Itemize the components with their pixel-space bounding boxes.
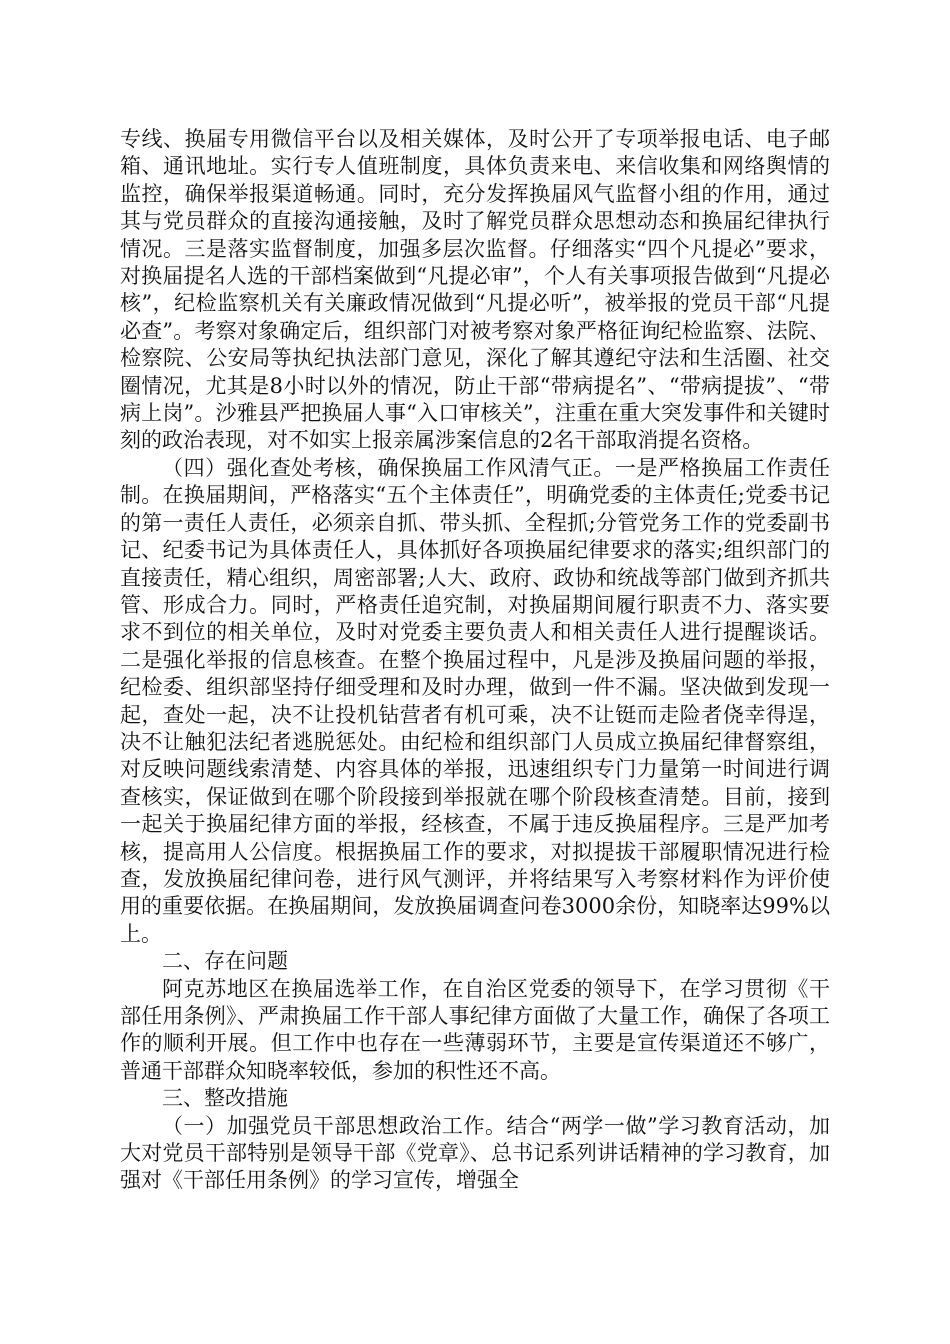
heading-existing-problems: 二、存在问题	[162, 949, 288, 974]
paragraph-section-four: （四）强化查处考核，确保换届工作风清气正。一是严格换届工作责任制。在换届期间，严格落实“五个主体责任”，明确党委的主体责任;党委书记的第一责任人责任，必须亲自抓、带头抓、全程抓;分管党务工作的党委副书记、纪委书记为具体责任人，具体抓好各项换届纪律要求的落实;组织部门的直接责任，精心组织，周密部署;人大、政府、政协和统战等部门做到齐抓共管、形成合力。同时，严格责任追究制，对换届期间履行职责不力、落实要求不到位的相关单位，及时对党委主要负责人和相关责任人进行提醒谈话。二是强化举报的信息核查。在整个换届过程中，凡是涉及换届问题的举报，纪检委、组织部坚持仔细受理和及时办理，做到一件不漏。坚决做到发现一起，查处一起，决不让投机钻营者有机可乘，决不让铤而走险者侥幸得逞，决不让触犯法纪者逃脱惩处。由纪检和组织部门人员成立换届纪律督察组，对反映问题线索清楚、内容具体的举报，迅速组织专门力量第一时间进行调查核实，保证做到在哪个阶段接到举报就在哪个阶段核查清楚。目前，接到一起关于换届纪律方面的举报，经核查，不属于违反换届程序。三是严加考核，提高用人公信度。根据换届工作的要求，对拟提拔干部履职情况进行检查，发放换届纪律问卷，进行风气测评，并将结果写入考察材料作为评价使用的重要依据。在换届期间，发放换届调查问卷3000余份，知晓率达99%以上。	[120, 455, 830, 946]
document-body	[120, 126, 830, 1195]
paragraph-existing-problems: 阿克苏地区在换届选举工作，在自治区党委的领导下，在学习贯彻《干部任用条例》、严肃换届工作干部人事纪律方面做了大量工作，确保了各项工作的顺利开展。但工作中也存在一些薄弱环节，主要是宣传渠道还不够广，普通干部群众知晓率较低，参加的积性还不高。	[120, 976, 830, 1083]
paragraph-measure-one: （一）加强党员干部思想政治工作。结合“两学一做”学习教育活动，加大对党员干部特别是领导干部《党章》、总书记系列讲话精神的学习教育，加强对《干部任用条例》的学习宣传，增强全	[120, 1113, 830, 1193]
heading-rectification-measures: 三、整改措施	[162, 1086, 288, 1111]
paragraph-continuation: 专线、换届专用微信平台以及相关媒体，及时公开了专项举报电话、电子邮箱、通讯地址。实行专人值班制度，具体负责来电、来信收集和网络舆情的监控，确保举报渠道畅通。同时，充分发挥换届风气监督小组的作用，通过其与党员群众的直接沟通接触，及时了解党员群众思想动态和换届纪律执行情况。三是落实监督制度，加强多层次监督。仔细落实“四个凡提必”要求，对换届提名人选的干部档案做到“凡提必审”，个人有关事项报告做到“凡提必核”，纪检监察机关有关廉政情况做到“凡提必听”，被举报的党员干部“凡提必查”。考察对象确定后，组织部门对被考察对象严格征询纪检监察、法院、检察院、公安局等执纪执法部门意见，深化了解其遵纪守法和生活圈、社交圈情况，尤其是8小时以外的情况，防止干部“带病提名”、“带病提拔”、“带病上岗”。沙雅县严把换届人事“入口审核关”，注重在重大突发事件和关键时刻的政治表现，对不如实上报亲属涉案信息的2名干部取消提名资格。	[120, 127, 830, 453]
